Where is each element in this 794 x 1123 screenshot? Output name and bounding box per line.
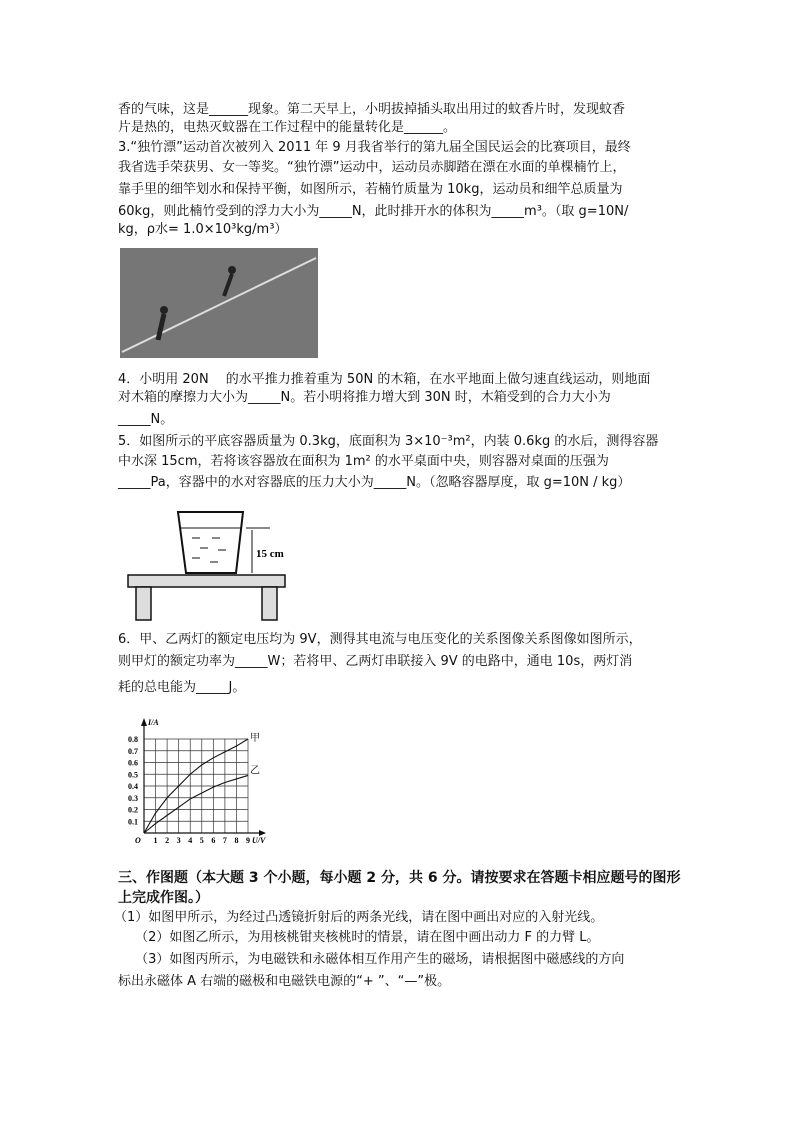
y-tick-label: 0.5 xyxy=(128,770,138,780)
q5-line: 5．如图所示的平底容器质量为 0.3kg，底面积为 3×10⁻³m²，内装 0.6kg 的水后，测得容器 xyxy=(118,434,659,449)
q3-line: 靠手里的细竿划水和保持平衡，如图所示，若楠竹质量为 10kg，运动员和细竿总质量为 xyxy=(118,182,623,197)
y-tick-label: 0.4 xyxy=(128,782,138,791)
y-tick-label: 0.8 xyxy=(128,735,138,744)
q2-line: 香的气味，这是______现象。第二天早上，小明拔掉插头取出用过的蚊香片时，发现蚊香 xyxy=(118,102,626,117)
x-tick-label: 5 xyxy=(199,836,204,845)
x-tick-label: 9 xyxy=(246,836,250,845)
y-tick-label: 0.1 xyxy=(128,817,138,827)
drawing-item: （1）如图甲所示，为经过凸透镜折射后的两条光线，请在图中画出对应的入射光线。 xyxy=(114,910,604,925)
x-tick-label: 4 xyxy=(188,836,193,845)
y-tick-label: 0.3 xyxy=(128,793,138,803)
section-title: 上完成作图。） xyxy=(118,890,209,906)
x-tick-label: 1 xyxy=(153,836,158,845)
x-tick-label: 3 xyxy=(176,836,181,845)
q4-line: 4．小明用 20N 的水平推力推着重为 50N 的木箱，在水平地面上做匀速直线运动，则地面 xyxy=(118,372,651,387)
x-tick-label: 8 xyxy=(234,836,239,845)
q2-line: 片是热的，电热灭蚊器在工作过程中的能量转化是______。 xyxy=(118,120,457,135)
y-tick-label: 0.6 xyxy=(128,758,138,768)
depth-label: 15 cm xyxy=(256,548,284,560)
q3-line: 我省选手荣获男、女一等奖。“独竹漂”运动中，运动员赤脚踏在漂在水面的单棵楠竹上， xyxy=(118,160,626,175)
q5-line: 中水深 15cm，若将该容器放在面积为 1m² 的水平桌面中央，则容器对桌面的压强为 xyxy=(118,454,609,469)
drawing-item: （3）如图丙所示，为电磁铁和永磁体相互作用产生的磁场，请根据图中磁感线的方向 xyxy=(118,952,625,967)
q5-line: _____Pa，容器中的水对容器底的压力大小为_____N。（忽略容器厚度，取 g=10N / kg） xyxy=(118,475,631,490)
section-title: 三、作图题（本大题 3 个小题，每小题 2 分，共 6 分。请按要求在答题卡相应题号的图形 xyxy=(118,870,681,886)
x-tick-label: 2 xyxy=(165,836,170,845)
y-axis-label: I/A xyxy=(148,718,159,727)
drawing-item: 标出永磁体 A 右端的磁极和电磁铁电源的“+ ”、“—”极。 xyxy=(118,974,451,989)
y-tick-label: 0.7 xyxy=(128,746,138,756)
series-line-yi xyxy=(144,775,248,833)
q3-line: 60kg，则此楠竹受到的浮力大小为_____N，此时排开水的体积为_____m³。（取 g=10N/ xyxy=(118,204,629,219)
drawing-item: （2）如图乙所示，为用核桃钳夹核桃时的情景，请在图中画出动力 F 的力臂 L。 xyxy=(118,930,600,945)
origin-label: O xyxy=(135,836,141,845)
x-tick-label: 6 xyxy=(211,836,216,845)
q6-line: 则甲灯的额定功率为_____W；若将甲、乙两灯串联接入 9V 的电路中，通电 10s，两灯消 xyxy=(118,654,633,669)
q4-line: _____N。 xyxy=(118,412,174,427)
y-tick-label: 0.2 xyxy=(128,805,138,815)
x-tick-label: 7 xyxy=(222,836,227,845)
series-label: 甲 xyxy=(250,733,260,744)
y-axis-arrow xyxy=(141,718,147,726)
series-label: 乙 xyxy=(250,765,260,777)
q4-line: 对木箱的摩擦力大小为_____N。若小明将推力增大到 30N 时，木箱受到的合力大小为 xyxy=(118,390,611,405)
q3-line: 3.“独竹漂”运动首次被列入 2011 年 9 月我省举行的第九届全国民运会的比赛项目，最终 xyxy=(118,140,631,155)
q6-line: 耗的总电能为_____J。 xyxy=(118,680,246,695)
q3-line: kg，ρ水= 1.0×10³kg/m³） xyxy=(118,222,288,237)
q6-line: 6．甲、乙两灯的额定电压均为 9V，测得其电流与电压变化的关系图像关系图像如图所示， xyxy=(118,632,642,647)
x-axis-label: U/V xyxy=(252,836,266,845)
